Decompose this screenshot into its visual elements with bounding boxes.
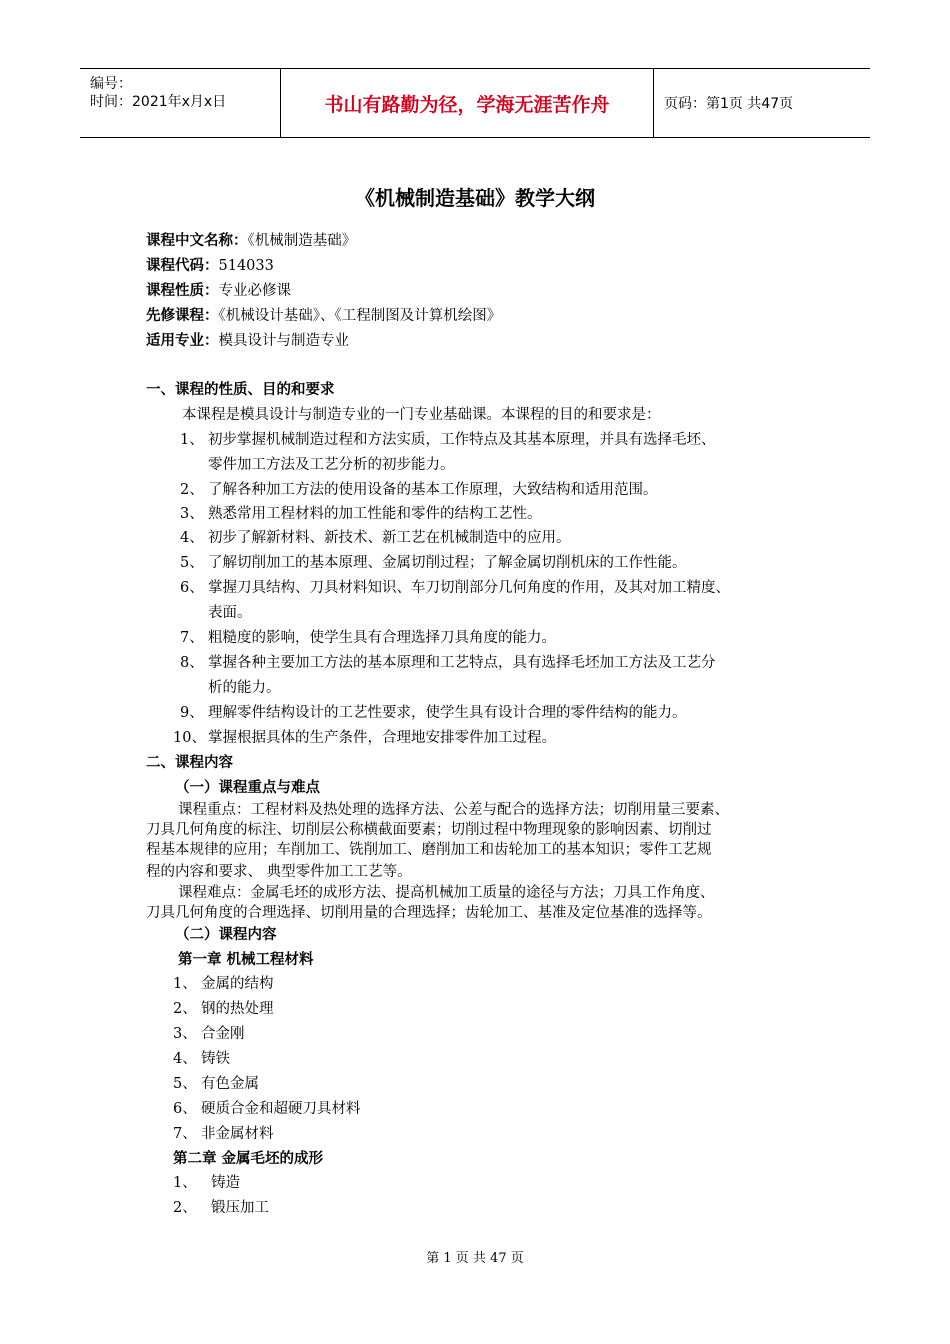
chapter-item: 1、 铸造	[173, 1175, 240, 1191]
difficulties-line: 课程难点：金属毛坯的成形方法、提高机械加工质量的途径与方法；刀具工作角度、	[178, 885, 715, 901]
list-item: 5、 了解切削加工的基本原理、金属切削过程；了解金属切削机床的工作性能。	[180, 555, 687, 571]
doc-number-label: 编号：	[90, 76, 132, 92]
section2-sub2: （二）课程内容	[175, 927, 277, 943]
section2-sub1: （一）课程重点与难点	[175, 780, 320, 796]
key-points-line: 程基本规律的应用；车削加工、铣削加工、磨削加工和齿轮加工的基本知识；零件工艺规	[146, 842, 712, 858]
list-item-cont: 表面。	[208, 605, 252, 621]
list-item: 9、 理解零件结构设计的工艺性要求，使学生具有设计合理的零件结构的能力。	[180, 705, 687, 721]
list-item: 4、 初步了解新材料、新技术、新工艺在机械制造中的应用。	[180, 530, 571, 546]
chapter-item: 7、 非金属材料	[173, 1126, 274, 1142]
chapter-item: 4、 铸铁	[173, 1051, 230, 1067]
page-footer: 第 1 页 共 47 页	[426, 1251, 524, 1266]
page-info: 页码：第1页 共47页	[664, 96, 794, 112]
section1-heading: 一、课程的性质、目的和要求	[146, 382, 335, 398]
doc-time-label: 时间：2021年x月x日	[90, 94, 227, 110]
list-item-cont: 零件加工方法及工艺分析的初步能力。	[208, 457, 455, 473]
section1-intro: 本课程是模具设计与制造专业的一门专业基础课。本课程的目的和要求是：	[182, 407, 661, 423]
motto-text: 书山有路勤为径，学海无涯苦作舟	[324, 93, 610, 116]
chapter2-title: 第二章 金属毛坯的成形	[173, 1151, 324, 1167]
list-item: 8、 掌握各种主要加工方法的基本原理和工艺特点，具有选择毛坯加工方法及工艺分	[180, 655, 716, 671]
info-course-nature: 课程性质：专业必修课	[146, 283, 291, 299]
chapter-item: 3、 合金刚	[173, 1026, 245, 1042]
chapter-item: 2、 锻压加工	[173, 1200, 269, 1216]
info-major: 适用专业：模具设计与制造专业	[146, 333, 349, 349]
list-item: 7、 粗糙度的影响，使学生具有合理选择刀具角度的能力。	[180, 630, 556, 646]
difficulties-line: 刀具几何角度的合理选择、切削用量的合理选择；齿轮加工、基准及定位基准的选择等。	[146, 905, 712, 921]
list-item: 10、 掌握根据具体的生产条件，合理地安排零件加工过程。	[173, 730, 556, 746]
chapter-item: 1、 金属的结构	[173, 976, 274, 992]
chapter1-title: 第一章 机械工程材料	[178, 952, 314, 968]
key-points-line: 刀具几何角度的标注、切削层公称横截面要素；切削过程中物理现象的影响因素、切削过	[146, 822, 712, 838]
list-item-cont: 析的能力。	[208, 680, 281, 696]
list-item: 2、 了解各种加工方法的使用设备的基本工作原理，大致结构和适用范围。	[180, 482, 658, 498]
info-prerequisites: 先修课程：《机械设计基础》、《工程制图及计算机绘图》	[146, 308, 502, 324]
list-item: 6、 掌握刀具结构、刀具材料知识、车刀切削部分几何角度的作用，及其对加工精度、	[180, 580, 730, 596]
document-title: 《机械制造基础》教学大纲	[355, 186, 595, 210]
chapter-item: 6、 硬质合金和超硬刀具材料	[173, 1101, 361, 1117]
section2-heading: 二、课程内容	[146, 755, 233, 771]
chapter-item: 2、 钢的热处理	[173, 1001, 274, 1017]
chapter-item: 5、 有色金属	[173, 1076, 259, 1092]
header-meta-cell	[80, 69, 281, 137]
info-course-code: 课程代码：514033	[146, 258, 274, 274]
list-item: 1、 初步掌握机械制造过程和方法实质，工作特点及其基本原理，并具有选择毛坯、	[180, 432, 716, 448]
key-points-line: 程的内容和要求、 典型零件加工工艺等。	[146, 864, 412, 880]
header-page-cell	[654, 69, 870, 137]
header-table	[80, 68, 870, 138]
info-course-name: 课程中文名称：《机械制造基础》	[146, 233, 357, 249]
list-item: 3、 熟悉常用工程材料的加工性能和零件的结构工艺性。	[180, 506, 542, 522]
key-points-line: 课程重点：工程材料及热处理的选择方法、公差与配合的选择方法；切削用量三要素、	[178, 802, 729, 818]
header-motto-cell	[281, 69, 654, 137]
